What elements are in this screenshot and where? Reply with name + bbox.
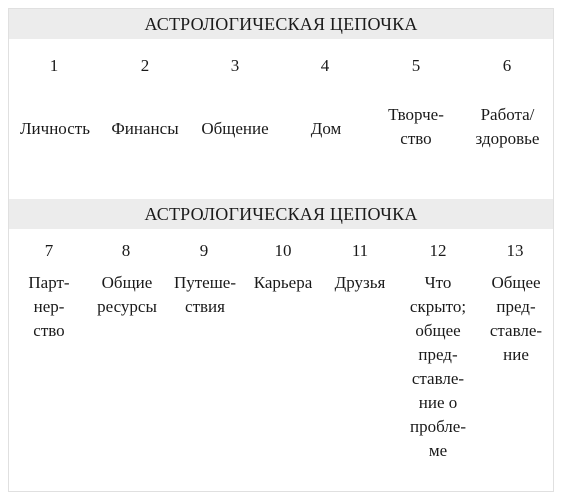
table1-number-2: 2: [140, 56, 150, 75]
table2-number-9: 9: [199, 241, 209, 260]
table2-label-13: Общее пред- ставле- ние: [489, 273, 543, 364]
table2-label-12: Что скрыто; общее пред- ставле- ние о пробле- ме: [409, 273, 467, 460]
table2-label-11: Друзья: [334, 273, 386, 292]
table1-label-6: Работа/ здоровье: [475, 105, 540, 148]
table2-number-7: 7: [44, 241, 54, 260]
table1-title: АСТРОЛОГИЧЕСКАЯ ЦЕПОЧКА: [9, 9, 553, 39]
table1-number-6: 6: [502, 56, 512, 75]
table1-number-3: 3: [230, 56, 240, 75]
table1-number-5: 5: [411, 56, 421, 75]
table1-number-4: 4: [320, 56, 330, 75]
table2-title: АСТРОЛОГИЧЕСКАЯ ЦЕПОЧКА: [9, 199, 553, 229]
table2-label-8: Общие ресурсы: [97, 273, 157, 316]
table1-label-2: Финансы: [111, 119, 179, 138]
table2-number-12: 12: [429, 241, 447, 260]
table2-number-8: 8: [121, 241, 131, 260]
table2-number-11: 11: [351, 241, 369, 260]
table2-number-13: 13: [506, 241, 524, 260]
table1-label-5: Творче- ство: [388, 105, 444, 148]
table2-number-10: 10: [274, 241, 292, 260]
table1-number-1: 1: [49, 56, 59, 75]
table1-label-1: Личность: [20, 119, 90, 138]
table2-label-9: Путеше- ствия: [173, 273, 237, 316]
table1-label-4: Дом: [310, 119, 342, 138]
table1-label-3: Общение: [201, 119, 269, 138]
table2-label-7: Парт- нер- ство: [28, 273, 70, 340]
table2-label-10: Карьера: [253, 273, 313, 292]
